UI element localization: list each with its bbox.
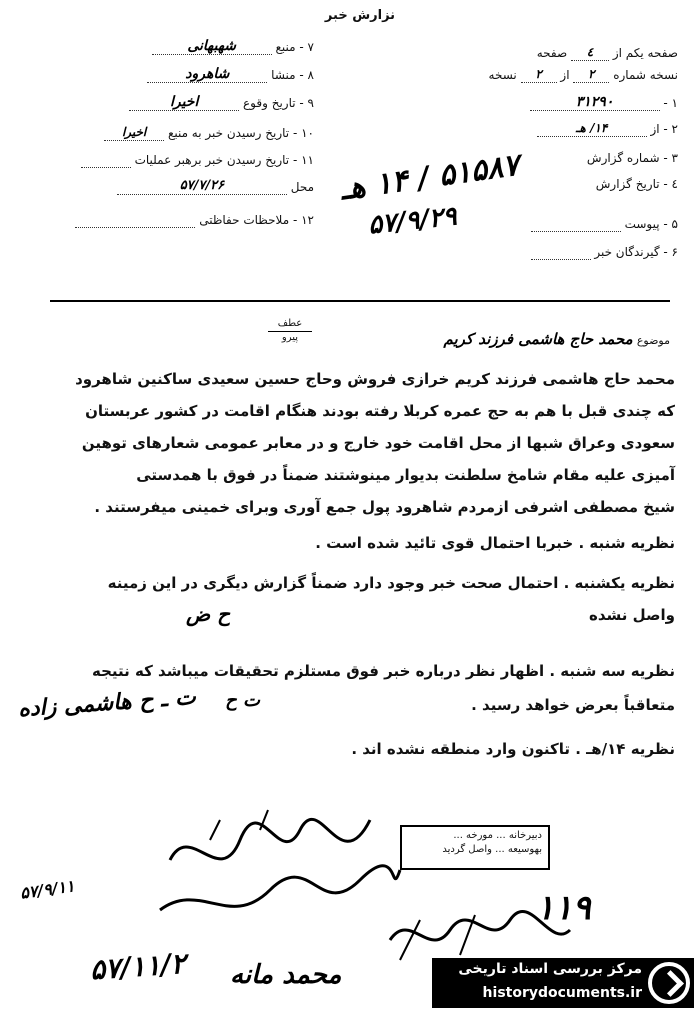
handwritten-date: ۵۷/۱۱/۲ <box>88 946 187 987</box>
stamp-line: دبیرخانه ... مورخه ... <box>453 830 542 841</box>
followup-label: پیرو <box>281 332 299 343</box>
body-line: شیخ مصطفی اشرفی ازمردم شاهرود پول جمع آوری وبرای خمینی میفرستند . <box>94 498 675 516</box>
body-line: نظریه ۱۴/هـ . تاکنون وارد منطقه نشده اند . <box>351 740 675 758</box>
body-line: سعودی وعراق شبها از محل اقامت خود خارج و در معابر عمومی شعارهای توهین <box>81 434 675 452</box>
receipt-stamp <box>400 825 550 870</box>
body-line: که چندی قبل با هم به حج عمره کربلا رفته بودند هنگام اقامت در کشور عربستان <box>85 402 675 420</box>
report-number-row: ۳ - شماره گزارش <box>586 151 678 165</box>
subject-text: محمد حاج هاشمی فرزند کریم <box>443 330 633 348</box>
security-notes-row: ۱۲ - ملاحظات حفاظتی <box>75 212 314 228</box>
subject-label: موضوع <box>636 334 670 347</box>
subject-line <box>443 330 670 348</box>
field-1-row: ۱ - ۳۱۲۹۰ <box>530 94 678 111</box>
page-count-row: صفحه یکم از ٤ صفحه <box>536 45 678 60</box>
place-row: محل ۵۷/۷/۲۶ <box>117 178 314 195</box>
handwritten-name: محمد مانه <box>230 960 342 990</box>
body-line: واصل نشده <box>589 606 675 624</box>
watermark-url: historydocuments.ir <box>482 985 642 1001</box>
attachment-row: ۵ - پیوست <box>531 216 678 232</box>
page-number: ۱۱۹ <box>536 888 591 928</box>
occurrence-date-row: ۹ - تاریخ وقوع اخیرا <box>129 94 314 111</box>
watermark-logo <box>432 958 694 1008</box>
body-line: نظریه شنبه . خبربا احتمال قوی تائید شده است . <box>315 534 675 552</box>
body-line: محمد حاج هاشمی فرزند کریم خرازی فروش وحاج حسین سعیدی ساکنین شاهرود <box>75 370 675 388</box>
report-date-handwritten: ۵۷/۹/۲۹ <box>366 201 459 241</box>
ops-date-row: ۱۱ - تاریخ رسیدن خبر برهبر عملیات <box>81 152 314 168</box>
initials-note: ت ح <box>225 690 260 711</box>
initials-note: ح ض <box>185 602 230 626</box>
report-number-handwritten: ۵۱۵۸۷ / ۱۴ هـ <box>338 147 522 208</box>
margin-name-note: ت ـ ح هاشمی زاده <box>17 683 197 723</box>
header-divider <box>50 300 670 302</box>
signature-scribble <box>150 800 410 940</box>
recipients-row: ۶ - گیرندگان خبر <box>531 244 679 260</box>
reference-label: عطف <box>268 318 312 332</box>
watermark-text: مرکز بررسی اسناد تاریخی <box>458 961 642 977</box>
archive-logo-icon <box>648 962 690 1004</box>
body-line: متعاقباً بعرض خواهد رسید . <box>471 696 675 714</box>
report-date-row: ٤ - تاریخ گزارش <box>595 177 678 191</box>
origin-row: ۸ - منشا شاهرود <box>147 66 314 83</box>
body-line: آمیزی علیه مقام شامخ سلطنت بدیوار مینوشتند ضمناً در فوق با همدستی <box>136 466 675 484</box>
handwritten-date: ۵۷/۹/۱۱ <box>18 876 76 903</box>
stamp-line: بهوسیعه ... واصل گردید <box>442 844 542 855</box>
source-row: ۷ - منبع شهبهانی <box>152 38 314 55</box>
body-line: نظریه سه شنبه . اظهار نظر درباره خبر فوق مستلزم تحقیقات میباشد که نتیجه <box>91 662 675 680</box>
field-2-row: ۲ - از ۱۴/ هـ <box>537 120 678 137</box>
reference-stack <box>268 318 312 343</box>
body-line: نظریه یکشنبه . احتمال صحت خبر وجود دارد ضمناً گزارش دیگری در این زمینه <box>107 574 675 592</box>
copy-number-row: نسخه شماره ۲ از ۲ نسخه <box>488 67 678 82</box>
report-title: نزارش خبر <box>324 8 396 23</box>
source-date-row: ۱۰ - تاریخ رسیدن خبر به منبع اخیرا <box>104 124 314 141</box>
